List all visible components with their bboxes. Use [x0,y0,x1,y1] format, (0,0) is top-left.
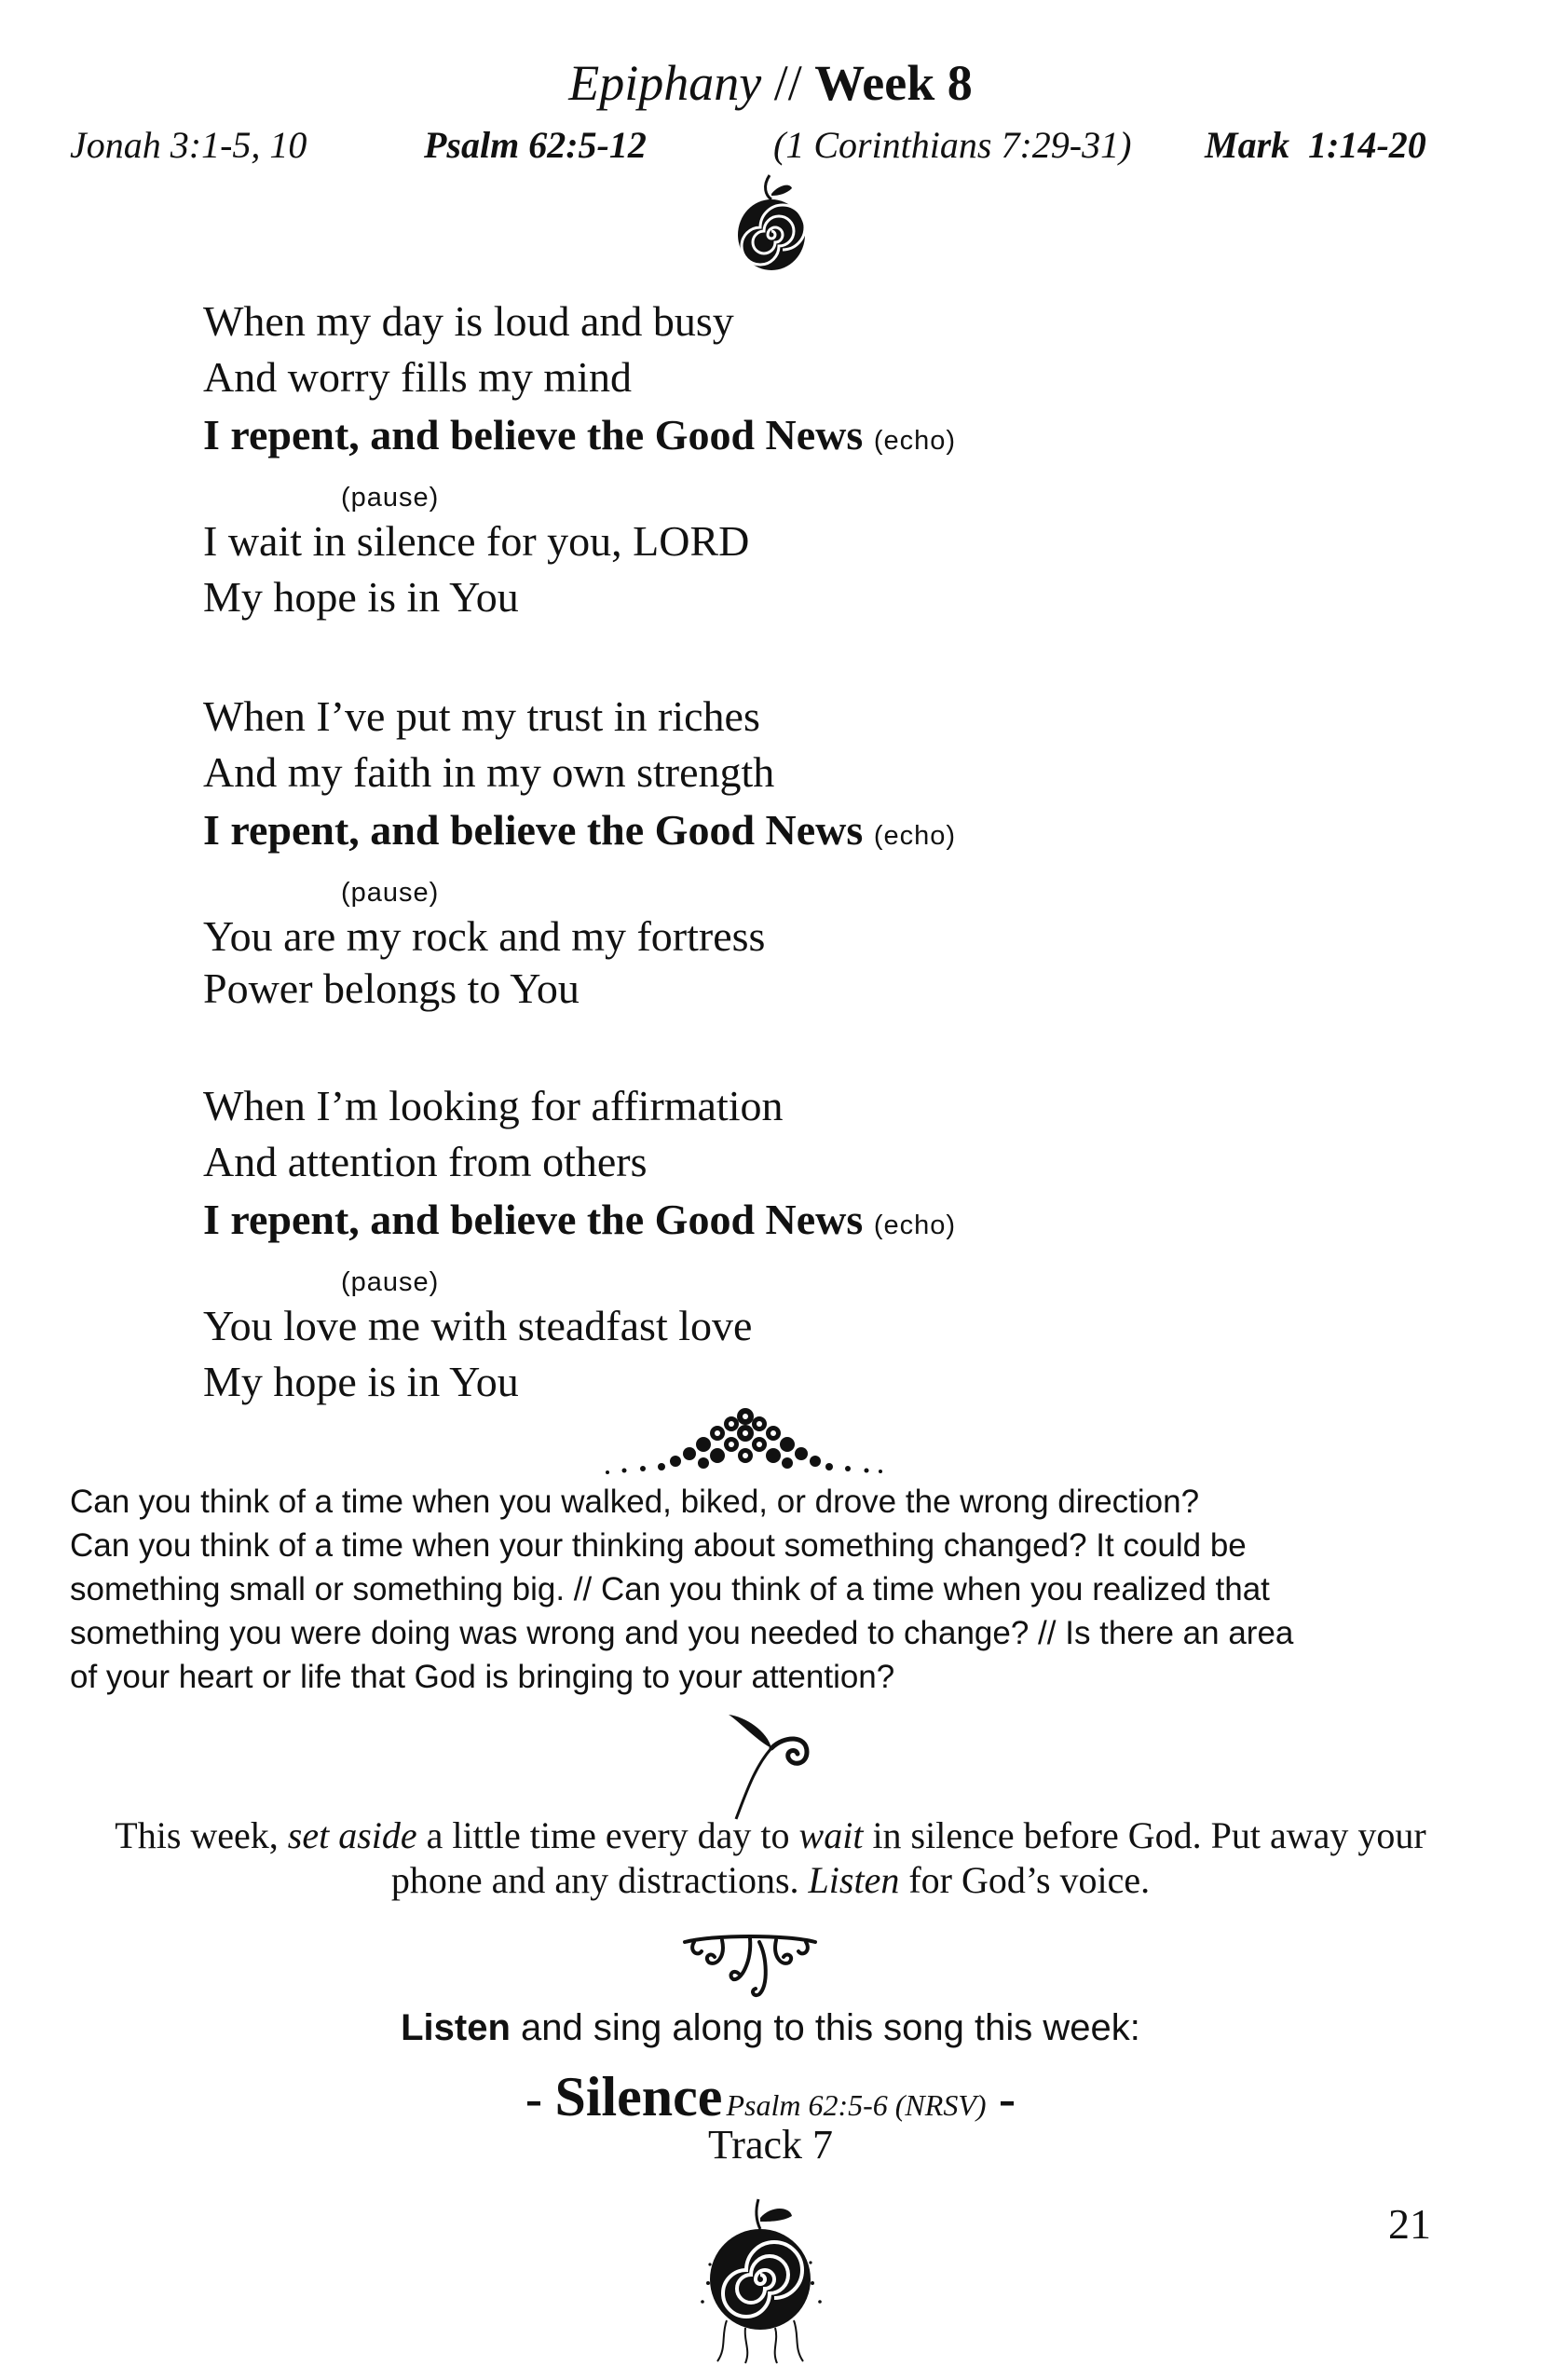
sprout-icon [717,1711,829,1823]
practice-text: This week, [115,1814,288,1856]
reading-jonah: Jonah 3:1-5, 10 [70,124,307,166]
question-line: Can you think of a time when your thinking about something changed? It could be [70,1527,1247,1564]
weekly-practice [75,1813,1466,1903]
track-number: Track 7 [707,2122,834,2168]
song-dash-left: - [525,2071,555,2127]
stanza-line: And my faith in my own strength [203,748,775,796]
stanza-line: When my day is loud and busy [203,297,734,345]
practice-emphasis: Listen [808,1859,900,1901]
title-separator: // [773,55,802,111]
question-line: something you were doing was wrong and you needed to change? // Is there an area [70,1615,1294,1651]
scattered-seeds-icon [596,1388,894,1477]
listen-text: and sing along to this song this week: [510,2007,1140,2048]
pause-cue: (pause) [341,483,440,513]
practice-emphasis: wait [798,1814,864,1856]
page-number: 21 [1388,2200,1431,2248]
seed-sprouting-icon [689,2190,829,2367]
question-line: Can you think of a time when you walked, biked, or drove the wrong direction? [70,1484,1200,1520]
roots-icon [675,1929,825,2004]
echo-cue: (echo) [873,821,957,851]
stanza-line: Power belongs to You [203,964,580,1012]
practice-text: in silence before God. Put away your phone and any distractions. [390,1814,1426,1901]
stanza-line: My hope is in You [203,1358,519,1405]
response-line [203,1195,956,1244]
pause-cue: (pause) [341,1267,440,1297]
stanza-line: My hope is in You [203,573,519,621]
response-text: I repent, and believe the Good News [203,411,864,458]
listen-emphasis: Listen [401,2007,511,2048]
response-text: I repent, and believe the Good News [203,1196,864,1243]
reflection-questions [70,1480,1486,1699]
echo-cue: (echo) [873,426,957,456]
practice-emphasis: set aside [287,1814,417,1856]
reading-psalm: Psalm 62:5-12 [424,124,647,166]
page-title [0,55,1541,111]
stanza-line: You love me with steadfast love [203,1302,753,1349]
season-label: Epiphany [568,55,762,111]
response-text: I repent, and believe the Good News [203,806,864,854]
song-title-line [0,2065,1541,2129]
listen-instruction [0,2007,1541,2049]
stanza-line: And worry fills my mind [203,353,632,401]
practice-text: for God’s voice. [899,1859,1151,1901]
stanza-line: You are my rock and my fortress [203,912,766,960]
stanza-line: I wait in silence for you, LORD [203,517,750,565]
song-reference: Psalm 62:5-6 (NRSV) [726,2088,987,2122]
stanza-line: When I’ve put my trust in riches [203,692,760,740]
pause-cue: (pause) [341,878,440,908]
response-line [203,410,956,459]
stanza-line: When I’m looking for affirmation [203,1082,784,1129]
response-line [203,805,956,855]
question-line: of your heart or life that God is bringing to your attention? [70,1659,895,1695]
reading-mark: Mark 1:14-20 [1205,124,1426,166]
question-line: something small or something big. // Can you think of a time when you realized that [70,1571,1270,1607]
song-title: Silence [554,2066,723,2127]
practice-text: a little time every day to [416,1814,799,1856]
reading-corinthians: (1 Corinthians 7:29-31) [773,124,1132,166]
week-label: Week 8 [814,55,973,111]
echo-cue: (echo) [873,1211,957,1240]
song-dash-right: - [986,2071,1016,2127]
spiral-seed-icon [725,168,818,280]
stanza-line: And attention from others [203,1138,648,1185]
